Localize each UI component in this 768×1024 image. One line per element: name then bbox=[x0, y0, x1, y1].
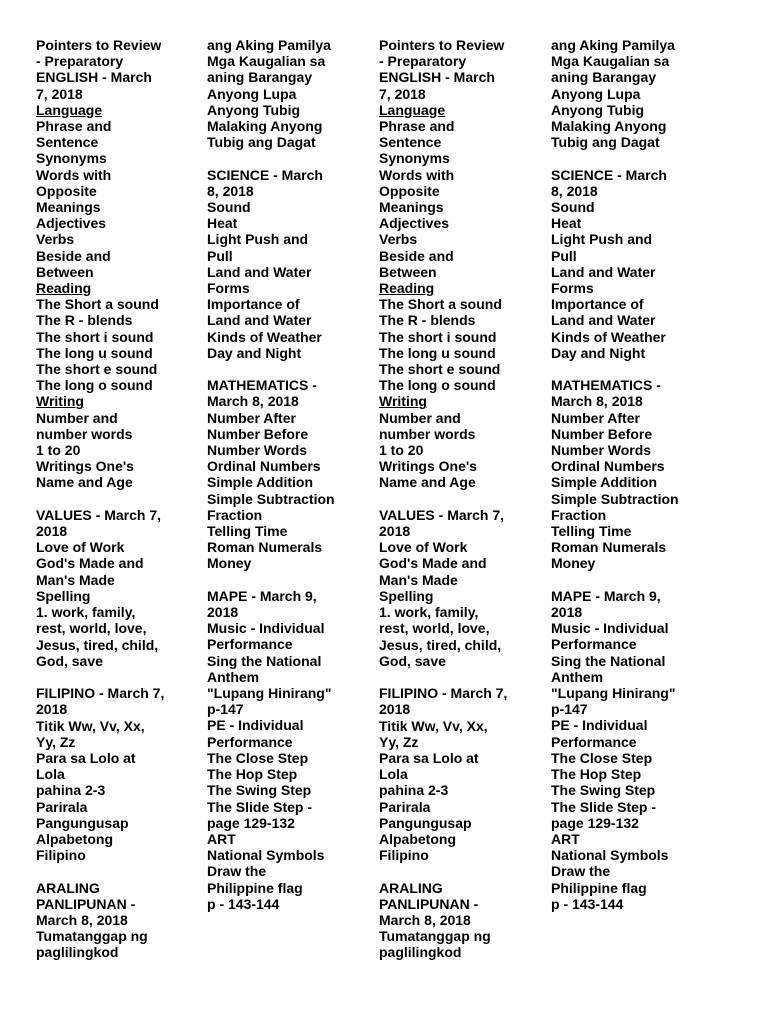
text-line: Kinds of Weather bbox=[207, 328, 322, 345]
text-line: Performance bbox=[551, 636, 637, 653]
text-line: Phrase and bbox=[379, 118, 455, 135]
text-line: March 8, 2018 bbox=[207, 393, 299, 410]
text-line: Simple Subtraction bbox=[551, 490, 679, 507]
text-line: Roman Numerals bbox=[551, 539, 667, 556]
text-line: page 129-132 bbox=[551, 814, 639, 831]
text-line: Meanings bbox=[379, 199, 444, 216]
text-line: Importance of bbox=[551, 296, 644, 313]
text-line: The long o sound bbox=[379, 377, 496, 394]
text-line: Between bbox=[379, 263, 437, 280]
text-line: VALUES - March 7, bbox=[379, 506, 504, 523]
text-line: Land and Water bbox=[551, 263, 656, 280]
text-line: Number Words bbox=[551, 442, 652, 459]
text-line: Spelling bbox=[36, 587, 91, 604]
text-line: ang Aking Pamilya bbox=[551, 37, 675, 53]
text-line: God, save bbox=[36, 652, 103, 669]
column-1 bbox=[36, 37, 204, 961]
text-line: Yy, Zz bbox=[379, 733, 419, 750]
text-line: Writings One's bbox=[379, 458, 477, 475]
text-line: 8, 2018 bbox=[207, 182, 254, 199]
text-line: Number and bbox=[36, 409, 118, 426]
text-line: Number and bbox=[379, 409, 461, 426]
text-line: Pull bbox=[551, 247, 577, 264]
text-line: ARALING bbox=[36, 879, 100, 896]
text-line: The short i sound bbox=[379, 328, 497, 345]
text-line: Alpabetong bbox=[36, 830, 113, 847]
text-line: MATHEMATICS - bbox=[551, 377, 661, 394]
text-line: ang Aking Pamilya bbox=[207, 37, 331, 53]
text-line: Malaking Anyong bbox=[551, 118, 667, 135]
text-line: Parirala bbox=[36, 798, 88, 815]
blank-line bbox=[36, 863, 204, 879]
text-line: Filipino bbox=[36, 847, 86, 864]
text-line: PE - Individual bbox=[551, 717, 648, 734]
blank-line bbox=[379, 863, 547, 879]
text-line: Lola bbox=[36, 766, 65, 783]
text-line: Between bbox=[36, 263, 94, 280]
text-line: - Preparatory bbox=[379, 53, 467, 70]
text-line: Malaking Anyong bbox=[207, 118, 323, 135]
text-line: Tubig ang Dagat bbox=[551, 134, 660, 151]
text-line: The R - blends bbox=[36, 312, 133, 329]
text-line: Mga Kaugalian sa bbox=[551, 53, 670, 70]
text-line: 8, 2018 bbox=[551, 182, 598, 199]
text-line: ARALING bbox=[379, 879, 443, 896]
section-heading: Language bbox=[36, 101, 103, 118]
text-line: Man's Made bbox=[36, 571, 115, 588]
text-line: Light Push and bbox=[551, 231, 653, 248]
text-line: "Lupang Hinirang" bbox=[207, 685, 332, 702]
text-line: March 8, 2018 bbox=[379, 911, 471, 928]
text-line: Importance of bbox=[207, 296, 300, 313]
text-line: Anyong Tubig bbox=[551, 101, 645, 118]
text-line: Synonyms bbox=[36, 150, 107, 167]
section-heading: Language bbox=[379, 101, 446, 118]
text-line: Roman Numerals bbox=[207, 539, 323, 556]
text-line: The Close Step bbox=[207, 749, 309, 766]
text-line: Land and Water bbox=[207, 263, 312, 280]
text-line: Number Before bbox=[551, 425, 653, 442]
text-line: SCIENCE - March bbox=[551, 166, 667, 183]
text-line: p - 143-144 bbox=[207, 895, 280, 912]
text-line: PANLIPUNAN - bbox=[36, 895, 136, 912]
text-line: Phrase and bbox=[36, 118, 112, 135]
text-line: Pull bbox=[207, 247, 233, 264]
text-line: 2018 bbox=[379, 701, 411, 718]
text-line: FILIPINO - March 7, bbox=[36, 685, 165, 702]
text-line: pahina 2-3 bbox=[379, 782, 449, 799]
text-line: Anyong Tubig bbox=[207, 101, 301, 118]
text-line: Para sa Lolo at bbox=[379, 749, 479, 766]
text-line: Kinds of Weather bbox=[551, 328, 666, 345]
text-line: Synonyms bbox=[379, 150, 450, 167]
text-line: Money bbox=[551, 555, 596, 572]
text-line: Anyong Lupa bbox=[207, 85, 297, 102]
blank-line bbox=[207, 150, 375, 166]
text-line: Light Push and bbox=[207, 231, 309, 248]
text-line: Simple Addition bbox=[551, 474, 658, 491]
text-line: 2018 bbox=[551, 604, 583, 621]
text-line: 1. work, family, bbox=[379, 604, 479, 621]
text-line: ART bbox=[207, 830, 236, 847]
text-line: Pointers to Review bbox=[36, 37, 162, 53]
text-line: Number Words bbox=[207, 442, 308, 459]
text-line: National Symbols bbox=[207, 847, 325, 864]
text-line: The Slide Step - bbox=[207, 798, 313, 815]
column-3 bbox=[379, 37, 547, 961]
text-line: Forms bbox=[551, 280, 594, 297]
text-line: Mga Kaugalian sa bbox=[207, 53, 326, 70]
text-line: Fraction bbox=[207, 506, 263, 523]
text-line: aning Barangay bbox=[551, 69, 657, 86]
text-line: Spelling bbox=[379, 587, 434, 604]
text-line: The Slide Step - bbox=[551, 798, 657, 815]
text-line: Beside and bbox=[36, 247, 111, 264]
text-line: Filipino bbox=[379, 847, 429, 864]
text-line: Performance bbox=[207, 636, 293, 653]
text-line: 7, 2018 bbox=[36, 85, 83, 102]
text-line: March 8, 2018 bbox=[551, 393, 643, 410]
blank-line bbox=[379, 491, 547, 507]
text-line: PE - Individual bbox=[207, 717, 304, 734]
text-line: - Preparatory bbox=[36, 53, 124, 70]
text-line: Draw the bbox=[207, 863, 267, 880]
text-line: Verbs bbox=[36, 231, 75, 248]
text-line: Telling Time bbox=[207, 523, 288, 540]
text-line: paglilingkod bbox=[36, 944, 119, 961]
text-line: aning Barangay bbox=[207, 69, 313, 86]
text-line: Jesus, tired, child, bbox=[36, 636, 159, 653]
column-2 bbox=[207, 37, 375, 912]
text-line: The short e sound bbox=[379, 361, 501, 378]
text-line: 2018 bbox=[379, 523, 411, 540]
text-line: 1 to 20 bbox=[379, 442, 424, 459]
text-line: Music - Individual bbox=[207, 620, 325, 637]
text-line: Draw the bbox=[551, 863, 611, 880]
text-line: Adjectives bbox=[379, 215, 450, 232]
text-line: Sing the National bbox=[207, 652, 322, 669]
text-line: Philippine flag bbox=[551, 879, 647, 896]
text-line: MATHEMATICS - bbox=[207, 377, 317, 394]
blank-line bbox=[551, 572, 719, 588]
text-line: Yy, Zz bbox=[36, 733, 76, 750]
text-line: Jesus, tired, child, bbox=[379, 636, 502, 653]
blank-line bbox=[207, 572, 375, 588]
text-line: The Short a sound bbox=[36, 296, 159, 313]
text-line: number words bbox=[36, 425, 133, 442]
text-line: Verbs bbox=[379, 231, 418, 248]
text-line: God, save bbox=[379, 652, 446, 669]
text-line: Money bbox=[207, 555, 252, 572]
text-line: Lola bbox=[379, 766, 408, 783]
text-line: Heat bbox=[551, 215, 582, 232]
text-line: Words with bbox=[379, 166, 455, 183]
text-line: The R - blends bbox=[379, 312, 476, 329]
text-line: SCIENCE - March bbox=[207, 166, 323, 183]
text-line: "Lupang Hinirang" bbox=[551, 685, 676, 702]
text-line: The Short a sound bbox=[379, 296, 502, 313]
text-line: 2018 bbox=[36, 523, 68, 540]
text-line: 7, 2018 bbox=[379, 85, 426, 102]
text-line: Pangungusap bbox=[379, 814, 472, 831]
text-line: 1. work, family, bbox=[36, 604, 136, 621]
text-line: The short i sound bbox=[36, 328, 154, 345]
text-line: p-147 bbox=[207, 701, 244, 718]
text-line: Sing the National bbox=[551, 652, 666, 669]
text-line: The Hop Step bbox=[551, 766, 642, 783]
text-line: The long o sound bbox=[36, 377, 153, 394]
text-line: rest, world, love, bbox=[379, 620, 490, 637]
text-line: The short e sound bbox=[36, 361, 158, 378]
blank-line bbox=[551, 361, 719, 377]
text-line: Words with bbox=[36, 166, 112, 183]
text-line: Simple Addition bbox=[207, 474, 314, 491]
text-line: Heat bbox=[207, 215, 238, 232]
text-line: Number After bbox=[551, 409, 640, 426]
text-line: Man's Made bbox=[379, 571, 458, 588]
text-line: ENGLISH - March bbox=[36, 69, 152, 86]
text-line: rest, world, love, bbox=[36, 620, 147, 637]
text-line: The long u sound bbox=[379, 344, 496, 361]
text-line: Name and Age bbox=[36, 474, 133, 491]
text-line: Name and Age bbox=[379, 474, 476, 491]
text-line: Love of Work bbox=[36, 539, 125, 556]
text-line: Tubig ang Dagat bbox=[207, 134, 316, 151]
text-line: Titik Ww, Vv, Xx, bbox=[36, 717, 145, 734]
blank-line bbox=[207, 361, 375, 377]
text-line: Parirala bbox=[379, 798, 431, 815]
text-line: Music - Individual bbox=[551, 620, 669, 637]
text-line: page 129-132 bbox=[207, 814, 295, 831]
text-line: Day and Night bbox=[551, 344, 646, 361]
text-line: Pangungusap bbox=[36, 814, 129, 831]
text-line: Writings One's bbox=[36, 458, 134, 475]
text-line: FILIPINO - March 7, bbox=[379, 685, 508, 702]
text-line: Simple Subtraction bbox=[207, 490, 335, 507]
text-line: God's Made and bbox=[379, 555, 487, 572]
text-line: ART bbox=[551, 830, 580, 847]
text-line: The Hop Step bbox=[207, 766, 298, 783]
text-line: VALUES - March 7, bbox=[36, 506, 161, 523]
text-line: Land and Water bbox=[551, 312, 656, 329]
text-line: Adjectives bbox=[36, 215, 107, 232]
text-line: number words bbox=[379, 425, 476, 442]
text-line: The Swing Step bbox=[551, 782, 656, 799]
blank-line bbox=[36, 491, 204, 507]
text-line: PANLIPUNAN - bbox=[379, 895, 479, 912]
text-line: Titik Ww, Vv, Xx, bbox=[379, 717, 488, 734]
section-heading: Writing bbox=[36, 393, 84, 410]
text-line: National Symbols bbox=[551, 847, 669, 864]
text-line: Tumatanggap ng bbox=[36, 928, 148, 945]
text-line: Beside and bbox=[379, 247, 454, 264]
column-4 bbox=[551, 37, 719, 912]
text-line: Day and Night bbox=[207, 344, 302, 361]
text-line: MAPE - March 9, bbox=[207, 587, 317, 604]
section-heading: Reading bbox=[36, 280, 92, 297]
text-line: The long u sound bbox=[36, 344, 153, 361]
text-line: Number After bbox=[207, 409, 296, 426]
text-line: p-147 bbox=[551, 701, 588, 718]
section-heading: Writing bbox=[379, 393, 427, 410]
text-line: Sound bbox=[551, 199, 595, 216]
text-line: God's Made and bbox=[36, 555, 144, 572]
text-line: Alpabetong bbox=[379, 830, 456, 847]
text-line: Meanings bbox=[36, 199, 101, 216]
text-line: Love of Work bbox=[379, 539, 468, 556]
text-line: MAPE - March 9, bbox=[551, 587, 661, 604]
text-line: p - 143-144 bbox=[551, 895, 624, 912]
section-heading: Reading bbox=[379, 280, 435, 297]
text-line: Sentence bbox=[379, 134, 442, 151]
text-line: Performance bbox=[207, 733, 293, 750]
text-line: 1 to 20 bbox=[36, 442, 81, 459]
text-line: Land and Water bbox=[207, 312, 312, 329]
text-line: Pointers to Review bbox=[379, 37, 505, 53]
blank-line bbox=[36, 669, 204, 685]
text-line: Tumatanggap ng bbox=[379, 928, 491, 945]
text-line: pahina 2-3 bbox=[36, 782, 106, 799]
text-line: March 8, 2018 bbox=[36, 911, 128, 928]
text-line: Anthem bbox=[207, 668, 260, 685]
text-line: Ordinal Numbers bbox=[551, 458, 665, 475]
text-line: Opposite bbox=[379, 182, 440, 199]
text-line: ENGLISH - March bbox=[379, 69, 495, 86]
text-line: Para sa Lolo at bbox=[36, 749, 136, 766]
text-line: The Swing Step bbox=[207, 782, 312, 799]
blank-line bbox=[551, 150, 719, 166]
text-line: Sound bbox=[207, 199, 251, 216]
text-line: Fraction bbox=[551, 506, 607, 523]
text-line: Performance bbox=[551, 733, 637, 750]
text-line: Sentence bbox=[36, 134, 99, 151]
text-line: Opposite bbox=[36, 182, 97, 199]
blank-line bbox=[379, 669, 547, 685]
text-line: Philippine flag bbox=[207, 879, 303, 896]
text-line: Number Before bbox=[207, 425, 309, 442]
text-line: 2018 bbox=[207, 604, 239, 621]
text-line: Ordinal Numbers bbox=[207, 458, 321, 475]
text-line: The Close Step bbox=[551, 749, 653, 766]
text-line: Anyong Lupa bbox=[551, 85, 641, 102]
text-line: paglilingkod bbox=[379, 944, 462, 961]
text-line: Anthem bbox=[551, 668, 604, 685]
text-line: Forms bbox=[207, 280, 250, 297]
text-line: 2018 bbox=[36, 701, 68, 718]
text-line: Telling Time bbox=[551, 523, 632, 540]
